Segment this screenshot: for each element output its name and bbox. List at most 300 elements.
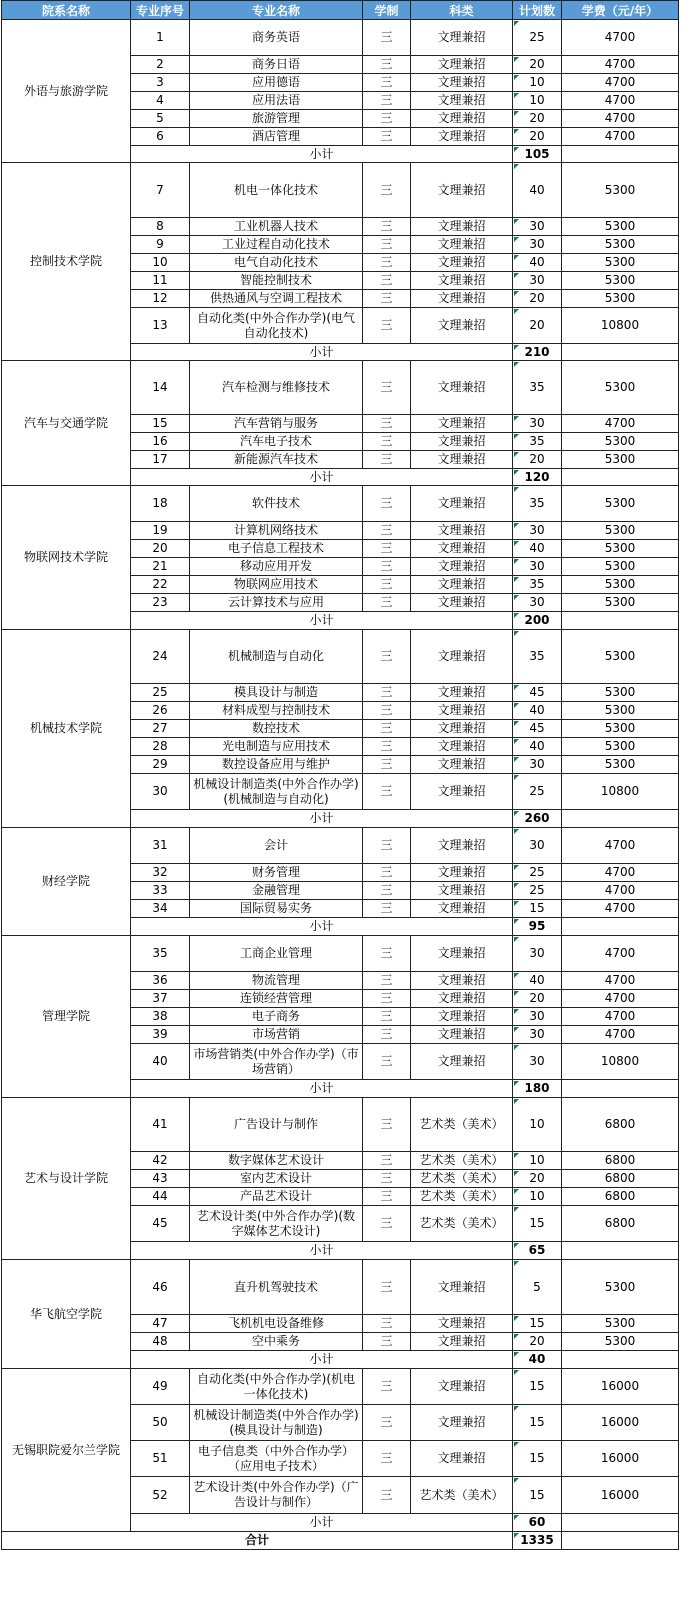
tuition: 4700 — [562, 92, 679, 110]
major-duration: 三 — [363, 990, 411, 1008]
tuition: 5300 — [562, 702, 679, 720]
plan-count: 25 — [513, 882, 562, 900]
subtotal-value: 95 — [513, 918, 562, 936]
major-seq: 21 — [131, 558, 190, 576]
subtotal-label: 小计 — [131, 612, 513, 630]
major-seq: 36 — [131, 972, 190, 990]
major-name: 旅游管理 — [190, 110, 363, 128]
tuition: 4700 — [562, 972, 679, 990]
plan-count: 35 — [513, 433, 562, 451]
major-seq: 44 — [131, 1188, 190, 1206]
major-name: 商务日语 — [190, 56, 363, 74]
tuition: 5300 — [562, 594, 679, 612]
table-row — [2, 630, 679, 684]
tuition: 5300 — [562, 433, 679, 451]
major-seq: 2 — [131, 56, 190, 74]
major-category: 文理兼招 — [411, 451, 513, 469]
subtotal-blank — [562, 1514, 679, 1532]
major-duration: 三 — [363, 828, 411, 864]
tuition: 6800 — [562, 1170, 679, 1188]
major-duration: 三 — [363, 1206, 411, 1242]
tuition: 5300 — [562, 522, 679, 540]
tuition: 4700 — [562, 128, 679, 146]
major-duration: 三 — [363, 433, 411, 451]
subtotal-value: 105 — [513, 146, 562, 163]
major-category: 文理兼招 — [411, 254, 513, 272]
major-category: 艺术类（美术） — [411, 1477, 513, 1514]
major-name: 计算机网络技术 — [190, 522, 363, 540]
major-duration: 三 — [363, 486, 411, 522]
major-category: 文理兼招 — [411, 702, 513, 720]
major-seq: 42 — [131, 1152, 190, 1170]
plan-count: 35 — [513, 361, 562, 415]
dept-name: 控制技术学院 — [2, 163, 131, 361]
major-category: 文理兼招 — [411, 828, 513, 864]
major-category: 文理兼招 — [411, 1441, 513, 1477]
major-name: 智能控制技术 — [190, 272, 363, 290]
major-category: 文理兼招 — [411, 972, 513, 990]
plan-count: 15 — [513, 1477, 562, 1514]
major-duration: 三 — [363, 1170, 411, 1188]
plan-count: 15 — [513, 1315, 562, 1333]
major-seq: 17 — [131, 451, 190, 469]
subtotal-value: 120 — [513, 469, 562, 486]
plan-count: 15 — [513, 900, 562, 918]
major-category: 文理兼招 — [411, 882, 513, 900]
tuition: 16000 — [562, 1369, 679, 1405]
tuition: 4700 — [562, 110, 679, 128]
major-seq: 50 — [131, 1405, 190, 1441]
subtotal-label: 小计 — [131, 146, 513, 163]
major-category: 文理兼招 — [411, 540, 513, 558]
tuition: 5300 — [562, 1333, 679, 1351]
major-category: 文理兼招 — [411, 900, 513, 918]
tuition: 4700 — [562, 20, 679, 56]
major-name: 电子商务 — [190, 1008, 363, 1026]
tuition: 5300 — [562, 558, 679, 576]
major-category: 文理兼招 — [411, 1026, 513, 1044]
plan-count: 15 — [513, 1206, 562, 1242]
major-seq: 27 — [131, 720, 190, 738]
major-duration: 三 — [363, 110, 411, 128]
major-name: 应用法语 — [190, 92, 363, 110]
plan-count: 30 — [513, 1044, 562, 1080]
tuition: 5300 — [562, 1260, 679, 1315]
major-duration: 三 — [363, 1026, 411, 1044]
major-seq: 38 — [131, 1008, 190, 1026]
major-seq: 52 — [131, 1477, 190, 1514]
tuition: 6800 — [562, 1188, 679, 1206]
major-category: 文理兼招 — [411, 1044, 513, 1080]
plan-count: 5 — [513, 1260, 562, 1315]
major-name: 物联网应用技术 — [190, 576, 363, 594]
major-category: 文理兼招 — [411, 361, 513, 415]
major-category: 文理兼招 — [411, 990, 513, 1008]
major-name: 软件技术 — [190, 486, 363, 522]
subtotal-blank — [562, 810, 679, 828]
plan-count: 20 — [513, 110, 562, 128]
major-seq: 12 — [131, 290, 190, 308]
major-duration: 三 — [363, 1405, 411, 1441]
major-seq: 11 — [131, 272, 190, 290]
major-name: 汽车电子技术 — [190, 433, 363, 451]
major-category: 文理兼招 — [411, 236, 513, 254]
major-category: 艺术类（美术） — [411, 1152, 513, 1170]
major-name: 数控技术 — [190, 720, 363, 738]
major-seq: 40 — [131, 1044, 190, 1080]
subtotal-blank — [562, 146, 679, 163]
plan-count: 40 — [513, 972, 562, 990]
table-row — [2, 1098, 679, 1152]
tuition: 4700 — [562, 882, 679, 900]
major-seq: 25 — [131, 684, 190, 702]
major-category: 文理兼招 — [411, 308, 513, 344]
tuition: 4700 — [562, 74, 679, 92]
plan-count: 40 — [513, 254, 562, 272]
major-category: 文理兼招 — [411, 738, 513, 756]
tuition: 5300 — [562, 218, 679, 236]
tuition: 5300 — [562, 576, 679, 594]
plan-count: 40 — [513, 540, 562, 558]
table-row — [2, 1260, 679, 1315]
major-seq: 14 — [131, 361, 190, 415]
major-category: 文理兼招 — [411, 1008, 513, 1026]
major-name: 广告设计与制作 — [190, 1098, 363, 1152]
plan-count: 10 — [513, 1188, 562, 1206]
major-name: 机械设计制造类(中外合作办学)(机械制造与自动化) — [190, 774, 363, 810]
major-duration: 三 — [363, 56, 411, 74]
major-seq: 7 — [131, 163, 190, 218]
plan-count: 35 — [513, 486, 562, 522]
plan-count: 10 — [513, 1098, 562, 1152]
major-seq: 37 — [131, 990, 190, 1008]
major-category: 文理兼招 — [411, 558, 513, 576]
major-name: 艺术设计类(中外合作办学)（广告设计与制作） — [190, 1477, 363, 1514]
major-category: 文理兼招 — [411, 20, 513, 56]
tuition: 4700 — [562, 990, 679, 1008]
plan-count: 30 — [513, 936, 562, 972]
table-row — [2, 361, 679, 415]
subtotal-label: 小计 — [131, 1351, 513, 1369]
major-seq: 18 — [131, 486, 190, 522]
major-category: 文理兼招 — [411, 864, 513, 882]
plan-count: 35 — [513, 630, 562, 684]
table-row — [2, 828, 679, 864]
plan-count: 25 — [513, 20, 562, 56]
subtotal-blank — [562, 344, 679, 361]
major-name: 会计 — [190, 828, 363, 864]
plan-count: 25 — [513, 774, 562, 810]
subtotal-value: 210 — [513, 344, 562, 361]
major-duration: 三 — [363, 630, 411, 684]
major-seq: 33 — [131, 882, 190, 900]
major-name: 应用德语 — [190, 74, 363, 92]
subtotal-label: 小计 — [131, 918, 513, 936]
major-duration: 三 — [363, 1369, 411, 1405]
dept-name: 汽车与交通学院 — [2, 361, 131, 486]
major-name: 直升机驾驶技术 — [190, 1260, 363, 1315]
major-category: 文理兼招 — [411, 756, 513, 774]
major-name: 汽车检测与维修技术 — [190, 361, 363, 415]
major-category: 文理兼招 — [411, 110, 513, 128]
major-name: 云计算技术与应用 — [190, 594, 363, 612]
major-name: 工业过程自动化技术 — [190, 236, 363, 254]
tuition: 16000 — [562, 1405, 679, 1441]
plan-count: 30 — [513, 828, 562, 864]
tuition: 5300 — [562, 486, 679, 522]
major-category: 文理兼招 — [411, 1369, 513, 1405]
tuition: 6800 — [562, 1098, 679, 1152]
major-seq: 3 — [131, 74, 190, 92]
subtotal-value: 260 — [513, 810, 562, 828]
major-seq: 6 — [131, 128, 190, 146]
dept-name: 华飞航空学院 — [2, 1260, 131, 1369]
header-dept: 院系名称 — [2, 1, 131, 20]
tuition: 4700 — [562, 1026, 679, 1044]
major-name: 市场营销 — [190, 1026, 363, 1044]
plan-count: 10 — [513, 1152, 562, 1170]
plan-count: 15 — [513, 1441, 562, 1477]
plan-count: 40 — [513, 738, 562, 756]
major-seq: 41 — [131, 1098, 190, 1152]
major-name: 供热通风与空调工程技术 — [190, 290, 363, 308]
header-plan: 计划数 — [513, 1, 562, 20]
table-row — [2, 486, 679, 522]
total-value: 1335 — [513, 1532, 562, 1550]
tuition: 5300 — [562, 163, 679, 218]
major-duration: 三 — [363, 163, 411, 218]
major-name: 电气自动化技术 — [190, 254, 363, 272]
major-seq: 34 — [131, 900, 190, 918]
major-category: 艺术类（美术） — [411, 1206, 513, 1242]
header-row — [2, 1, 679, 20]
major-seq: 4 — [131, 92, 190, 110]
major-category: 文理兼招 — [411, 163, 513, 218]
major-duration: 三 — [363, 20, 411, 56]
plan-count: 20 — [513, 990, 562, 1008]
major-seq: 32 — [131, 864, 190, 882]
tuition: 4700 — [562, 900, 679, 918]
header-duration: 学制 — [363, 1, 411, 20]
major-seq: 46 — [131, 1260, 190, 1315]
major-category: 文理兼招 — [411, 272, 513, 290]
major-category: 艺术类（美术） — [411, 1098, 513, 1152]
major-name: 金融管理 — [190, 882, 363, 900]
plan-count: 20 — [513, 128, 562, 146]
dept-name: 外语与旅游学院 — [2, 20, 131, 163]
major-duration: 三 — [363, 1260, 411, 1315]
plan-count: 10 — [513, 92, 562, 110]
major-seq: 49 — [131, 1369, 190, 1405]
tuition: 5300 — [562, 738, 679, 756]
plan-count: 30 — [513, 594, 562, 612]
major-seq: 31 — [131, 828, 190, 864]
major-duration: 三 — [363, 1441, 411, 1477]
major-name: 机械制造与自动化 — [190, 630, 363, 684]
major-name: 工业机器人技术 — [190, 218, 363, 236]
subtotal-label: 小计 — [131, 344, 513, 361]
major-category: 文理兼招 — [411, 594, 513, 612]
major-duration: 三 — [363, 1152, 411, 1170]
tuition: 10800 — [562, 774, 679, 810]
subtotal-label: 小计 — [131, 1080, 513, 1098]
tuition: 5300 — [562, 451, 679, 469]
plan-count: 25 — [513, 864, 562, 882]
header-seq: 专业序号 — [131, 1, 190, 20]
major-duration: 三 — [363, 272, 411, 290]
major-seq: 1 — [131, 20, 190, 56]
major-seq: 15 — [131, 415, 190, 433]
subtotal-value: 200 — [513, 612, 562, 630]
major-seq: 9 — [131, 236, 190, 254]
header-category: 科类 — [411, 1, 513, 20]
major-category: 文理兼招 — [411, 290, 513, 308]
major-name: 飞机机电设备维修 — [190, 1315, 363, 1333]
subtotal-blank — [562, 1351, 679, 1369]
tuition: 10800 — [562, 308, 679, 344]
major-seq: 24 — [131, 630, 190, 684]
major-duration: 三 — [363, 361, 411, 415]
major-duration: 三 — [363, 594, 411, 612]
major-name: 室内艺术设计 — [190, 1170, 363, 1188]
major-seq: 26 — [131, 702, 190, 720]
enrollment-plan-table — [1, 0, 679, 1550]
major-duration: 三 — [363, 451, 411, 469]
major-duration: 三 — [363, 254, 411, 272]
tuition: 6800 — [562, 1152, 679, 1170]
plan-count: 35 — [513, 576, 562, 594]
major-name: 数字媒体艺术设计 — [190, 1152, 363, 1170]
table-row — [2, 936, 679, 972]
subtotal-blank — [562, 612, 679, 630]
tuition: 5300 — [562, 1315, 679, 1333]
tuition: 5300 — [562, 361, 679, 415]
major-category: 文理兼招 — [411, 720, 513, 738]
tuition: 5300 — [562, 756, 679, 774]
major-category: 文理兼招 — [411, 576, 513, 594]
plan-count: 20 — [513, 1170, 562, 1188]
major-name: 机电一体化技术 — [190, 163, 363, 218]
tuition: 4700 — [562, 415, 679, 433]
major-category: 文理兼招 — [411, 486, 513, 522]
major-category: 文理兼招 — [411, 74, 513, 92]
major-seq: 47 — [131, 1315, 190, 1333]
tuition: 5300 — [562, 290, 679, 308]
subtotal-label: 小计 — [131, 1242, 513, 1260]
major-name: 产品艺术设计 — [190, 1188, 363, 1206]
major-category: 文理兼招 — [411, 774, 513, 810]
subtotal-blank — [562, 1242, 679, 1260]
major-category: 文理兼招 — [411, 684, 513, 702]
tuition: 5300 — [562, 236, 679, 254]
major-name: 光电制造与应用技术 — [190, 738, 363, 756]
dept-name: 艺术与设计学院 — [2, 1098, 131, 1260]
subtotal-blank — [562, 469, 679, 486]
major-name: 新能源汽车技术 — [190, 451, 363, 469]
tuition: 5300 — [562, 720, 679, 738]
major-seq: 28 — [131, 738, 190, 756]
major-name: 自动化类(中外合作办学)(电气自动化技术) — [190, 308, 363, 344]
major-duration: 三 — [363, 864, 411, 882]
major-category: 艺术类（美术） — [411, 1170, 513, 1188]
major-name: 市场营销类(中外合作办学)（市场营销） — [190, 1044, 363, 1080]
major-category: 文理兼招 — [411, 56, 513, 74]
tuition: 4700 — [562, 1008, 679, 1026]
major-duration: 三 — [363, 684, 411, 702]
major-name: 空中乘务 — [190, 1333, 363, 1351]
major-seq: 5 — [131, 110, 190, 128]
major-duration: 三 — [363, 576, 411, 594]
plan-count: 15 — [513, 1369, 562, 1405]
major-duration: 三 — [363, 900, 411, 918]
major-duration: 三 — [363, 1315, 411, 1333]
major-duration: 三 — [363, 936, 411, 972]
dept-name: 管理学院 — [2, 936, 131, 1098]
major-category: 文理兼招 — [411, 630, 513, 684]
plan-count: 15 — [513, 1405, 562, 1441]
tuition: 5300 — [562, 684, 679, 702]
major-duration: 三 — [363, 702, 411, 720]
total-label: 合计 — [2, 1532, 513, 1550]
major-category: 文理兼招 — [411, 92, 513, 110]
tuition: 4700 — [562, 864, 679, 882]
plan-count: 30 — [513, 558, 562, 576]
major-duration: 三 — [363, 1477, 411, 1514]
major-duration: 三 — [363, 308, 411, 344]
major-name: 移动应用开发 — [190, 558, 363, 576]
major-duration: 三 — [363, 1188, 411, 1206]
major-seq: 22 — [131, 576, 190, 594]
major-duration: 三 — [363, 415, 411, 433]
total-blank — [562, 1532, 679, 1550]
major-category: 艺术类（美术） — [411, 1188, 513, 1206]
major-seq: 39 — [131, 1026, 190, 1044]
plan-count: 20 — [513, 1333, 562, 1351]
major-seq: 23 — [131, 594, 190, 612]
major-category: 文理兼招 — [411, 936, 513, 972]
major-name: 国际贸易实务 — [190, 900, 363, 918]
major-name: 电子信息工程技术 — [190, 540, 363, 558]
plan-count: 30 — [513, 236, 562, 254]
major-seq: 16 — [131, 433, 190, 451]
major-category: 文理兼招 — [411, 128, 513, 146]
subtotal-blank — [562, 1080, 679, 1098]
dept-name: 财经学院 — [2, 828, 131, 936]
subtotal-value: 60 — [513, 1514, 562, 1532]
plan-count: 30 — [513, 272, 562, 290]
tuition: 4700 — [562, 936, 679, 972]
tuition: 10800 — [562, 1044, 679, 1080]
plan-count: 30 — [513, 522, 562, 540]
major-category: 文理兼招 — [411, 218, 513, 236]
dept-name: 机械技术学院 — [2, 630, 131, 828]
subtotal-label: 小计 — [131, 469, 513, 486]
major-seq: 48 — [131, 1333, 190, 1351]
plan-count: 40 — [513, 163, 562, 218]
table-row — [2, 163, 679, 218]
major-seq: 30 — [131, 774, 190, 810]
major-duration: 三 — [363, 1044, 411, 1080]
subtotal-label: 小计 — [131, 810, 513, 828]
plan-count: 20 — [513, 290, 562, 308]
major-duration: 三 — [363, 1098, 411, 1152]
major-duration: 三 — [363, 218, 411, 236]
plan-count: 40 — [513, 702, 562, 720]
tuition: 16000 — [562, 1441, 679, 1477]
dept-name: 无锡职院爱尔兰学院 — [2, 1369, 131, 1532]
major-seq: 29 — [131, 756, 190, 774]
plan-count: 45 — [513, 684, 562, 702]
